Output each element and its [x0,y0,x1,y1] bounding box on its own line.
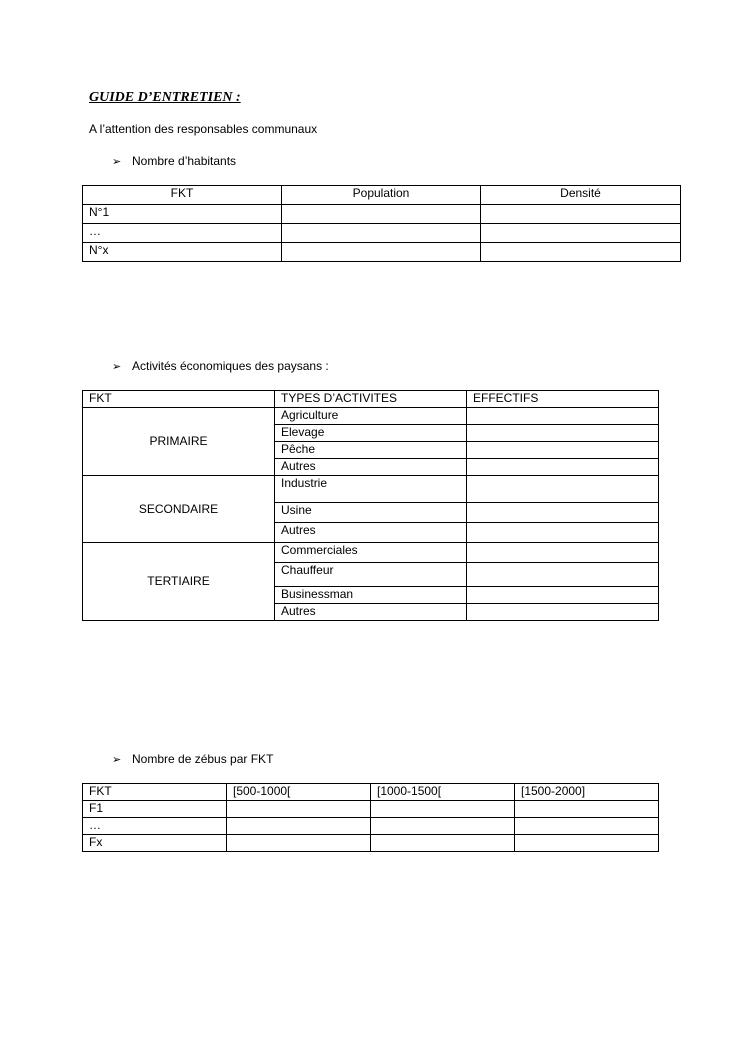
densite-cell[interactable] [481,205,681,224]
activity-type: Autres [275,459,467,476]
table-row [83,476,659,503]
activity-type: Pêche [275,442,467,459]
header-fkt: FKT [83,784,227,801]
range-cell[interactable] [227,818,371,835]
row-label: F1 [83,801,227,818]
header-types-activites: TYPES D’ACTIVITES [275,391,467,408]
effectif-cell[interactable] [467,442,659,459]
header-range-2: [1000-1500[ [371,784,515,801]
table-row [83,408,659,425]
population-table [82,185,681,262]
range-cell[interactable] [515,835,659,852]
population-cell[interactable] [282,243,481,262]
densite-cell[interactable] [481,243,681,262]
header-densite: Densité [481,186,681,205]
range-cell[interactable] [371,818,515,835]
header-fkt: FKT [83,186,282,205]
row-label: N°1 [83,205,282,224]
range-cell[interactable] [227,801,371,818]
activity-type: Autres [275,604,467,621]
range-cell[interactable] [371,835,515,852]
sector-secondaire: SECONDAIRE [83,476,275,543]
section1-heading-line [112,154,236,168]
row-label: … [83,818,227,835]
row-label: N°x [83,243,282,262]
range-cell[interactable] [515,818,659,835]
section2-heading-line [112,359,329,373]
table-row [83,818,659,835]
table-row [83,801,659,818]
row-label: … [83,224,282,243]
activity-type: Chauffeur [275,563,467,587]
zebus-table [82,783,659,852]
range-cell[interactable] [227,835,371,852]
document-subtitle: A l’attention des responsables communaux [89,122,318,136]
section2-heading: Activités économiques des paysans : [132,359,329,373]
effectif-cell[interactable] [467,523,659,543]
effectif-cell[interactable] [467,543,659,563]
effectif-cell[interactable] [467,563,659,587]
table-row [83,205,681,224]
activity-type: Businessman [275,587,467,604]
activity-type: Usine [275,503,467,523]
bullet-arrow-icon: ➢ [112,361,122,373]
table-row [83,243,681,262]
population-cell[interactable] [282,224,481,243]
activity-type: Elevage [275,425,467,442]
activities-table [82,390,659,621]
range-cell[interactable] [371,801,515,818]
population-cell[interactable] [282,205,481,224]
effectif-cell[interactable] [467,604,659,621]
effectif-cell[interactable] [467,476,659,503]
bullet-arrow-icon: ➢ [112,156,122,168]
section3-heading-line [112,752,273,766]
activity-type: Agriculture [275,408,467,425]
sector-tertiaire: TERTIAIRE [83,543,275,621]
effectif-cell[interactable] [467,425,659,442]
effectif-cell[interactable] [467,459,659,476]
header-population: Population [282,186,481,205]
activity-type: Industrie [275,476,467,503]
table-row [83,224,681,243]
activity-type: Autres [275,523,467,543]
header-effectifs: EFFECTIFS [467,391,659,408]
activity-type: Commerciales [275,543,467,563]
section3-heading: Nombre de zébus par FKT [132,752,274,766]
row-label: Fx [83,835,227,852]
effectif-cell[interactable] [467,587,659,604]
section1-heading: Nombre d’habitants [132,154,237,168]
header-fkt: FKT [83,391,275,408]
bullet-arrow-icon: ➢ [112,754,122,766]
effectif-cell[interactable] [467,408,659,425]
range-cell[interactable] [515,801,659,818]
header-range-1: [500-1000[ [227,784,371,801]
sector-primaire: PRIMAIRE [83,408,275,476]
document-title: GUIDE D’ENTRETIEN : [89,90,241,105]
table-row [83,543,659,563]
header-range-3: [1500-2000] [515,784,659,801]
densite-cell[interactable] [481,224,681,243]
effectif-cell[interactable] [467,503,659,523]
table-row [83,835,659,852]
